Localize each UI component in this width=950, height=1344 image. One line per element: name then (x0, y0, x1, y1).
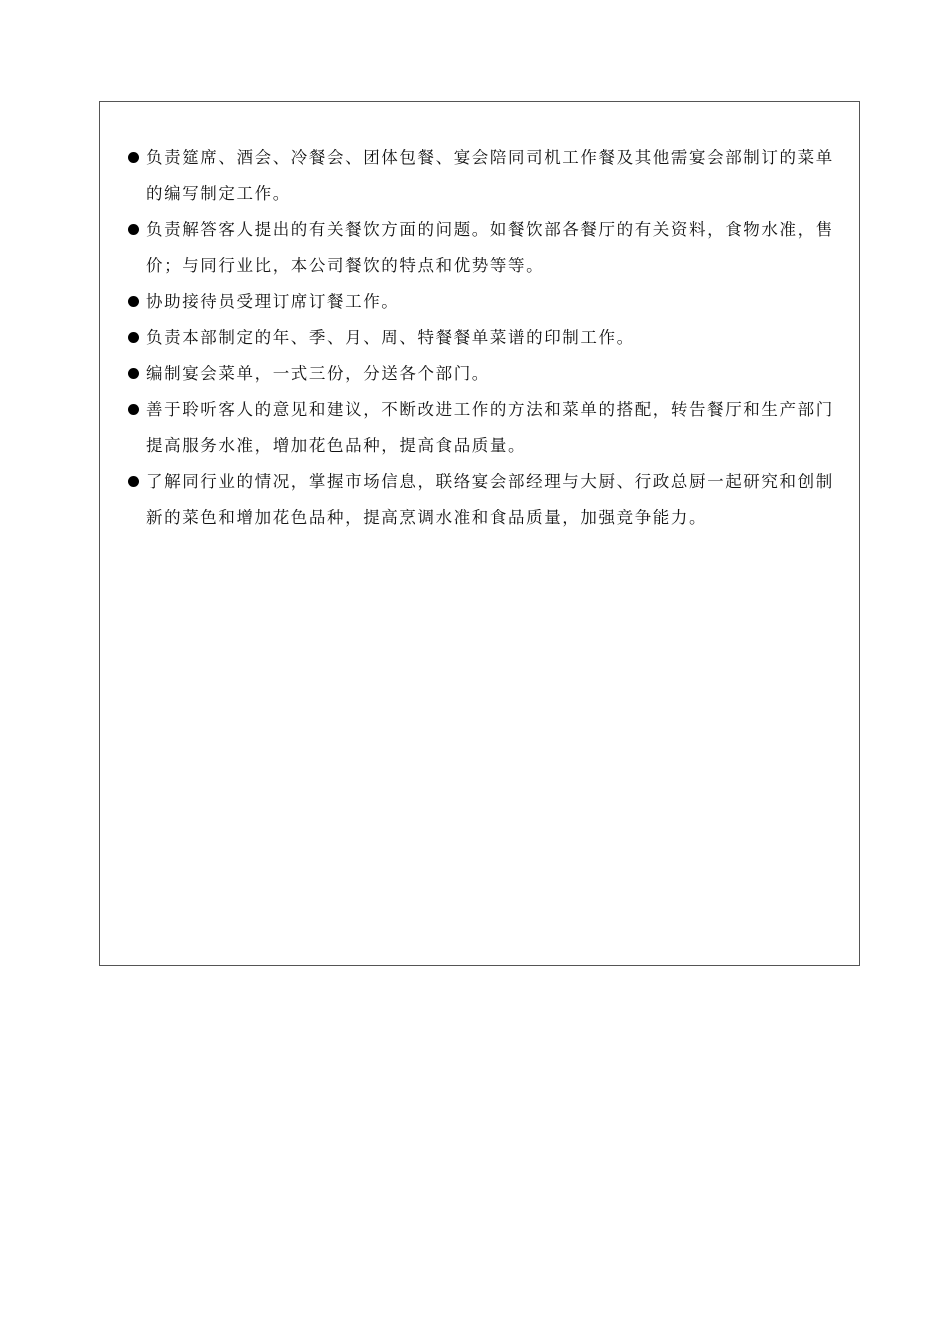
bullet-icon (128, 332, 139, 343)
duty-text: 善于聆听客人的意见和建议，不断改进工作的方法和菜单的搭配，转告餐厅和生产部门提高服务水准，增加花色品种，提高食品质量。 (146, 400, 834, 455)
bullet-icon (128, 152, 139, 163)
bullet-icon (128, 368, 139, 379)
bullet-icon (128, 404, 139, 415)
list-item (128, 464, 840, 536)
list-item (128, 140, 840, 212)
list-item (128, 284, 840, 320)
bullet-icon (128, 476, 139, 487)
duty-text: 协助接待员受理订席订餐工作。 (146, 292, 400, 311)
document-frame (99, 101, 860, 966)
list-item (128, 356, 840, 392)
list-item (128, 212, 840, 284)
duty-text: 负责解答客人提出的有关餐饮方面的问题。如餐饮部各餐厅的有关资料，食物水准，售价；与同行业比，本公司餐饮的特点和优势等等。 (146, 220, 834, 275)
duty-text: 编制宴会菜单，一式三份，分送各个部门。 (146, 364, 490, 383)
list-item (128, 320, 840, 356)
list-item (128, 392, 840, 464)
duty-text: 了解同行业的情况，掌握市场信息，联络宴会部经理与大厨、行政总厨一起研究和创制新的菜色和增加花色品种，提高烹调水准和食品质量，加强竞争能力。 (146, 472, 834, 527)
duty-list (128, 140, 840, 536)
duty-text: 负责本部制定的年、季、月、周、特餐餐单菜谱的印制工作。 (146, 328, 635, 347)
bullet-icon (128, 224, 139, 235)
bullet-icon (128, 296, 139, 307)
duty-text: 负责筵席、酒会、冷餐会、团体包餐、宴会陪同司机工作餐及其他需宴会部制订的菜单的编写制定工作。 (146, 148, 834, 203)
